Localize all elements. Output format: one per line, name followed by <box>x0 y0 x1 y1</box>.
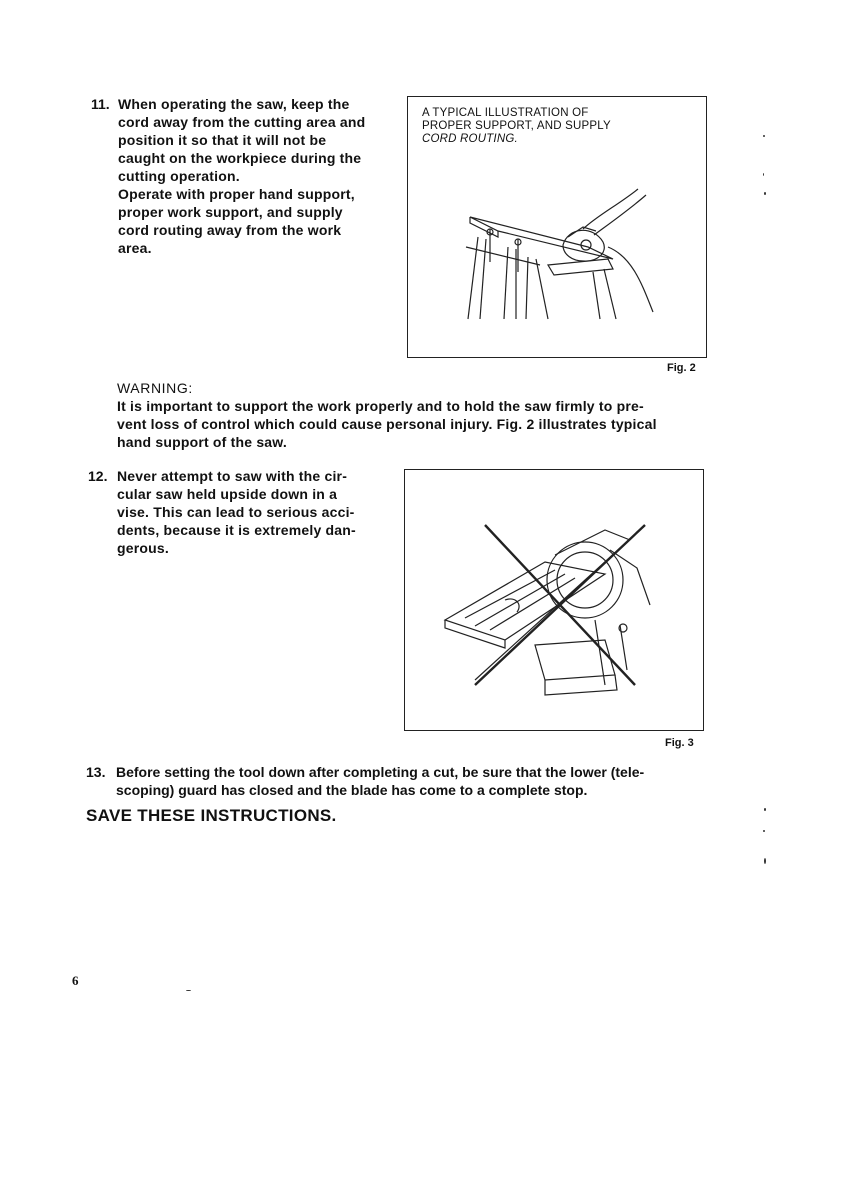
warning-text <box>117 397 703 451</box>
item-13-line: scoping) guard has closed and the blade has come to a complete stop. <box>116 782 588 798</box>
item-13-line: Before setting the tool down after completing a cut, be sure that the lower (tele- <box>116 764 645 780</box>
figure-2-caption-line: CORD ROUTING. <box>422 133 518 145</box>
item-11-number: 11. <box>91 96 110 112</box>
item-12-line: cular saw held upside down in a <box>117 486 338 502</box>
save-instructions-heading: SAVE THESE INSTRUCTIONS. <box>86 806 337 825</box>
figure-2-label: Fig. 2 <box>667 362 696 374</box>
item-12-text <box>117 467 389 557</box>
item-11-line: cord routing away from the work <box>118 222 342 238</box>
page-number: 6 <box>72 973 79 988</box>
item-12-number: 12. <box>88 468 108 484</box>
item-12-line: gerous. <box>117 540 169 556</box>
warning-line: hand support of the saw. <box>117 434 287 450</box>
figure-2-caption-line: A TYPICAL ILLUSTRATION OF <box>422 107 589 119</box>
warning-title: WARNING: <box>117 380 193 396</box>
scan-speck <box>186 990 191 991</box>
upside-down-saw-in-vise-illustration <box>405 470 703 730</box>
item-11-line: Operate with proper hand support, <box>118 186 355 202</box>
figure-2-box <box>407 96 707 358</box>
item-11-line: position it so that it will not be <box>118 132 327 148</box>
scan-speck <box>763 830 765 832</box>
item-11-line: cord away from the cutting area and <box>118 114 366 130</box>
sawhorse-saw-illustration <box>408 97 706 357</box>
warning-line: It is important to support the work properly and to hold the saw firmly to pre- <box>117 398 644 414</box>
figure-3-box <box>404 469 704 731</box>
warning-line: vent loss of control which could cause personal injury. Fig. 2 illustrates typical <box>117 416 657 432</box>
item-11-line: caught on the workpiece during the <box>118 150 362 166</box>
item-11-text <box>118 95 390 257</box>
item-12-line: dents, because it is extremely dan- <box>117 522 356 538</box>
item-13-number: 13. <box>86 764 106 780</box>
figure-2-caption-line: PROPER SUPPORT, AND SUPPLY <box>422 120 611 132</box>
item-13-text <box>116 763 714 799</box>
item-12-line: Never attempt to saw with the cir- <box>117 468 348 484</box>
figure-3-label: Fig. 3 <box>665 737 694 749</box>
scan-speck <box>764 808 766 811</box>
scan-speck <box>764 192 766 195</box>
scan-speck <box>764 858 766 864</box>
item-12-line: vise. This can lead to serious acci- <box>117 504 355 520</box>
item-11-line: area. <box>118 240 152 256</box>
item-11-line: When operating the saw, keep the <box>118 96 350 112</box>
item-11-line: cutting operation. <box>118 168 240 184</box>
item-11-line: proper work support, and supply <box>118 204 343 220</box>
scan-speck <box>763 135 765 137</box>
scan-speck <box>763 173 764 176</box>
